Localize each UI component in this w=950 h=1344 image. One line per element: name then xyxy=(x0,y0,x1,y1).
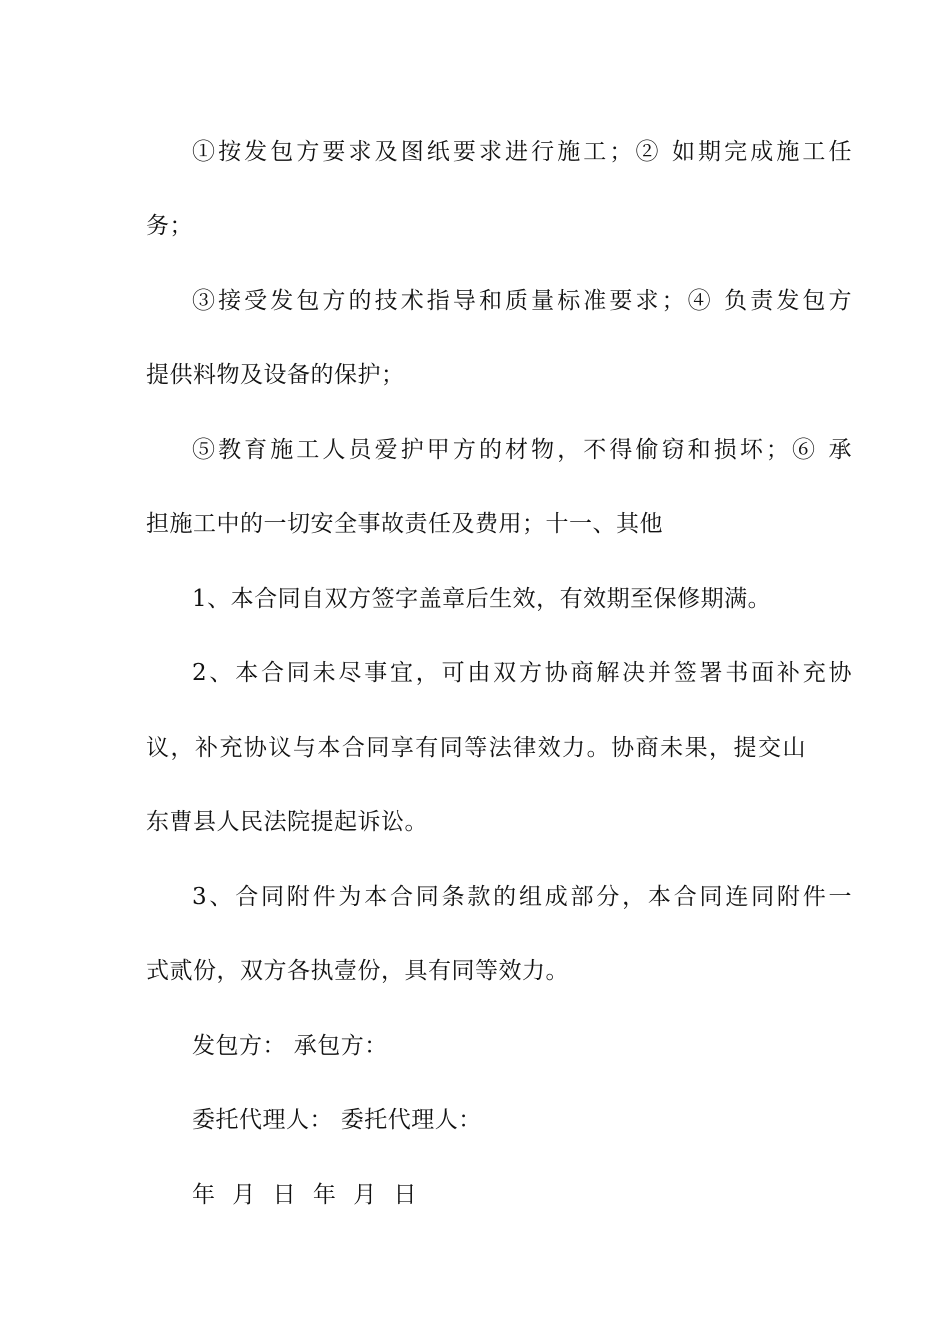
signature-agents-line: 委托代理人： 委托代理人： xyxy=(192,1107,482,1133)
signature-date-line: 年 月 日 年 月 日 xyxy=(192,1182,422,1208)
signature-parties-line: 发包方： 承包方： xyxy=(192,1033,388,1059)
text-line-9: 议，补充协议与本合同享有同等法律效力。协商未果，提交山 xyxy=(146,735,806,761)
text-line-11: 3、合同附件为本合同条款的组成部分，本合同连同附件一 xyxy=(192,884,852,910)
text-line-1: ①按发包方要求及图纸要求进行施工；② 如期完成施工任 xyxy=(192,139,852,165)
text-line-3: ③接受发包方的技术指导和质量标准要求；④ 负责发包方 xyxy=(192,288,852,314)
text-line-7: 1、本合同自双方签字盖章后生效，有效期至保修期满。 xyxy=(192,586,772,612)
text-line-10: 东曹县人民法院提起诉讼。 xyxy=(146,809,428,835)
text-line-4: 提供料物及设备的保护； xyxy=(146,362,405,388)
text-line-6: 担施工中的一切安全事故责任及费用；十一、其他 xyxy=(146,511,663,537)
text-line-12: 式贰份，双方各执壹份，具有同等效力。 xyxy=(146,958,569,984)
text-line-2: 务； xyxy=(146,213,193,239)
text-line-8: 2、本合同未尽事宜，可由双方协商解决并签署书面补充协 xyxy=(192,660,852,686)
text-line-5: ⑤教育施工人员爱护甲方的材物，不得偷窃和损坏；⑥ 承 xyxy=(192,437,852,463)
